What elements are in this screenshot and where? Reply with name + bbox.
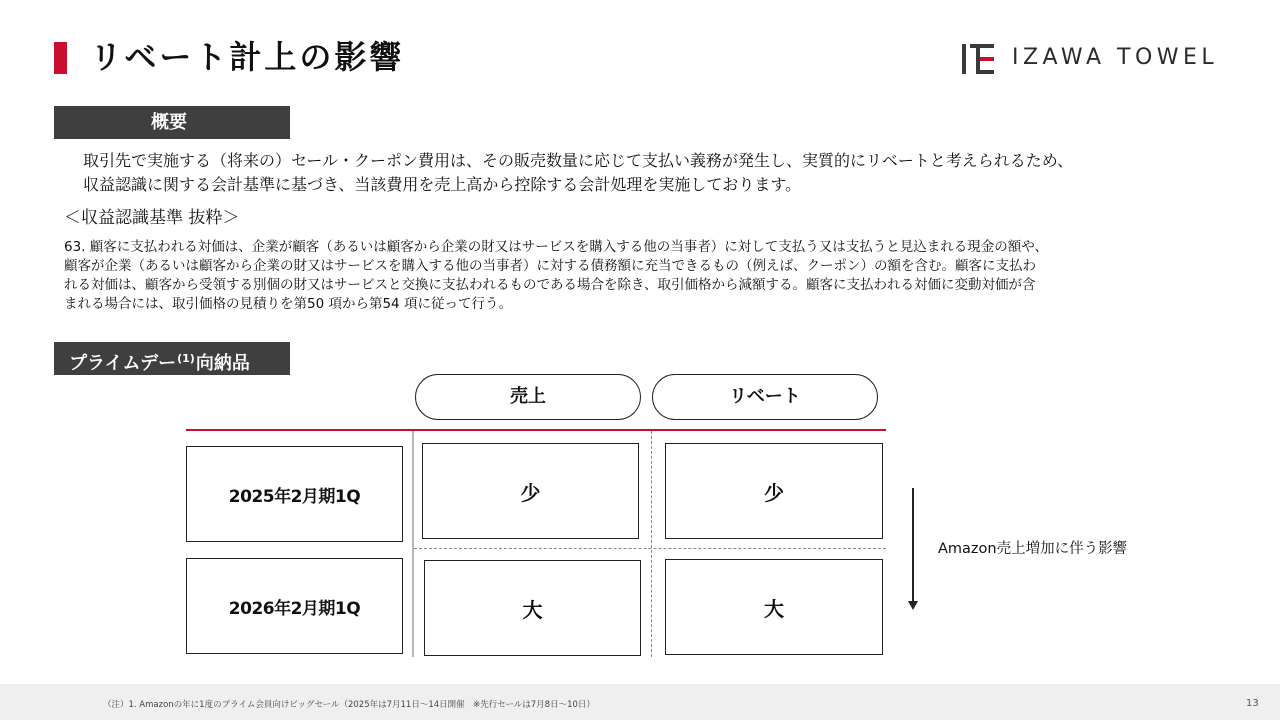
impact-arrow-line <box>912 488 914 602</box>
row-label-2026: 2026年2月期1Q <box>186 558 403 654</box>
brand-logo <box>962 44 1232 74</box>
brand-name: IZAWA TOWEL <box>1012 45 1219 70</box>
row-label-divider <box>412 431 414 657</box>
row-divider <box>414 548 886 549</box>
cell-2025-rebate: 少 <box>665 443 883 539</box>
overview-label: 概要 <box>54 106 290 139</box>
column-header-rebate: リベート <box>652 374 878 420</box>
excerpt-heading: ＜収益認識基準 抜粋＞ <box>64 208 240 228</box>
prime-day-label-tail: 向納品 <box>195 353 250 374</box>
column-header-sales: 売上 <box>415 374 641 420</box>
clause-line: 顧客が企業（あるいは顧客から企業の財又はサービスを購入する他の当事者）に対する債務額に充当できるもの（例えば、クーポン）の額を含む。顧客に支払わ <box>64 258 1036 274</box>
cell-2026-rebate: 大 <box>665 559 883 655</box>
overview-description <box>83 149 1253 197</box>
page-title: リベート計上の影響 <box>90 38 405 76</box>
cell-2026-sales: 大 <box>424 560 641 656</box>
clause-line: 63. 顧客に支払われる対価は、企業が顧客（あるいは顧客から企業の財又はサービスを購入する他の当事者）に対して支払う又は支払うと見込まれる現金の額や、 <box>64 239 1048 255</box>
clause-line: れる対価は、顧客から受領する別個の財又はサービスと交換に支払われるものである場合を除き、取引価格から減額する。顧客に支払われる対価に変動対価が含 <box>64 277 1036 293</box>
prime-day-label-main: プライムデー <box>69 353 177 374</box>
standard-clause <box>64 238 1244 314</box>
header-divider <box>186 429 886 431</box>
footnote: （注）1. Amazonの年に1度のプライム会員向けビッグセール（2025年は7月11日～14日開催 ※先行セールは7月8日～10日） <box>103 700 595 710</box>
clause-line: まれる場合には、取引価格の見積りを第50 項から第54 項に従って行う。 <box>64 296 512 312</box>
izawa-logo-icon <box>962 44 994 74</box>
overview-line: 収益認識に関する会計基準に基づき、当該費用を売上高から控除する会計処理を実施しております。 <box>83 175 802 194</box>
footnote-marker: (1) <box>177 352 195 365</box>
row-label-2025: 2025年2月期1Q <box>186 446 403 542</box>
cell-2025-sales: 少 <box>422 443 639 539</box>
page-number: 13 <box>1246 698 1259 709</box>
overview-line: 取引先で実施する（将来の）セール・クーポン費用は、その販売数量に応じて支払い義務が発生し、実質的にリベートと考えられるため、 <box>83 151 1074 170</box>
impact-label: Amazon売上増加に伴う影響 <box>938 541 1128 557</box>
title-accent-bar <box>54 42 67 74</box>
prime-day-label <box>54 342 290 375</box>
arrow-down-icon <box>908 601 918 610</box>
column-divider <box>651 431 652 657</box>
